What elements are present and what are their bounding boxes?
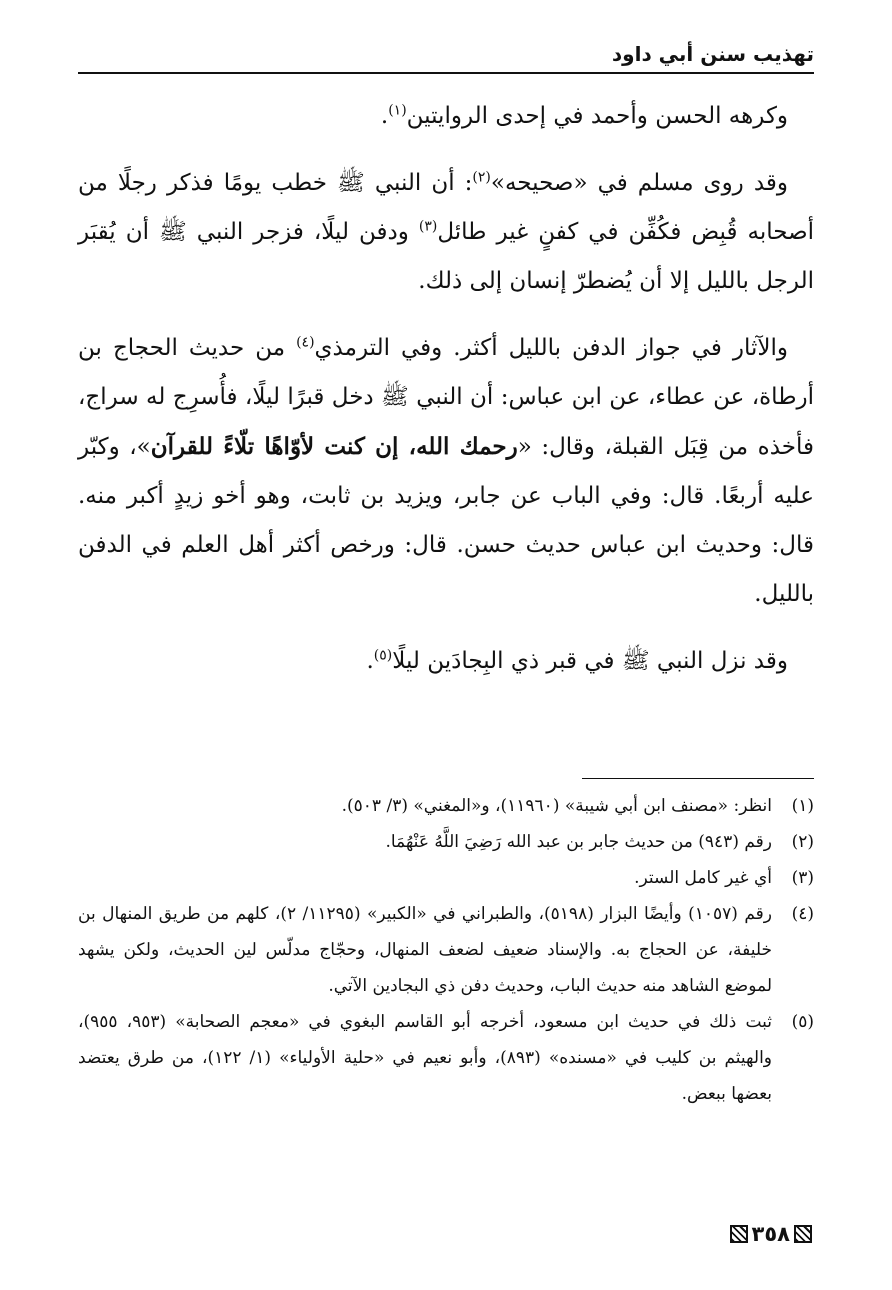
text-run: وقد روى مسلم في «صحيحه» [490, 170, 788, 196]
paragraph [78, 92, 814, 141]
footnote-number: (١) [791, 796, 814, 816]
book-page [78, 40, 814, 1270]
text-run: من حديث الحجاج بن أرطاة، عن عطاء، عن ابن عباس: أن النبي ﷺ دخل قبرًا ليلًا، فأُسرِج له سراج، فأخذه من قِبَل القبلة، وقال: « [78, 335, 814, 460]
footnote-text: رقم (١٠٥٧) وأيضًا البزار (٥١٩٨)، والطبراني في «الكبير» (١١٢٩٥/ ٢)، كلهم من طريق المنهال بن خليفة، عن الحجاج به. والإسناد ضعيف لضعف المنهال، وحجّاج مدلّس لين الحديث، ولكن يشهد لموضع الشاهد منه حديث الباب، وحديث دفن ذي البجادين الآتي. [78, 904, 772, 996]
book-title: تهذيب سنن أبي داود [611, 42, 814, 66]
text-run: وقد نزل النبي ﷺ في قبر ذي البِجادَين ليلًا [392, 648, 788, 674]
page-number: ٣٥٨ [751, 1222, 790, 1246]
footnote [78, 788, 814, 824]
text-run: ودفن ليلًا، فزجر النبي ﷺ أن يُقبَر الرجل بالليل إلا أن يُضطرّ إنسان إلى ذلك. [78, 219, 814, 294]
footnote [78, 896, 814, 1004]
text-run: وكرهه الحسن وأحمد في إحدى الروايتين [406, 103, 788, 129]
footnote [78, 1004, 814, 1112]
footnote-number: (٣) [791, 868, 814, 888]
footnote-ref: (٣) [418, 218, 438, 235]
footnote-text: أي غير كامل الستر. [634, 868, 772, 888]
text-run: . [366, 648, 374, 674]
text-run: والآثار في جواز الدفن بالليل أكثر. وفي الترمذي [314, 335, 788, 361]
text-run: : أن النبي ﷺ خطب يومًا فذكر رجلًا من أصحابه قُبِض فكُفِّن في كفنٍ غير طائل [78, 170, 815, 245]
footnote-text: رقم (٩٤٣) من حديث جابر بن عبد الله رَضِيَ اللَّهُ عَنْهُمَا. [385, 832, 772, 852]
main-text [78, 92, 814, 704]
paragraph [78, 324, 814, 619]
footnote-ref: (٤) [296, 334, 315, 351]
footnote [78, 824, 814, 860]
text-run: »، وكبّر عليه أربعًا. قال: وفي الباب عن جابر، ويزيد بن ثابت، وهو أخو زيدٍ أكبر منه. قال: وحديث ابن عباس حديث حسن. قال: ورخص أكثر أهل العلم في الدفن بالليل. [78, 434, 814, 607]
footnote-ref: (٥) [373, 647, 393, 664]
quoted-text: رحمك الله، إن كنت لأوّاهًا تلّاءً للقرآن [150, 433, 518, 460]
footnote-number: (٥) [791, 1012, 814, 1032]
text-run: . [380, 103, 389, 129]
ornament-icon [794, 1225, 812, 1243]
footnote-text: انظر: «مصنف ابن أبي شيبة» (١١٩٦٠)، و«المغني» (٣/ ٥٠٣). [341, 796, 772, 816]
paragraph [78, 159, 814, 306]
page-folio [730, 1220, 812, 1248]
ornament-icon [730, 1225, 748, 1243]
footnote [78, 860, 814, 896]
footnotes [78, 788, 814, 1112]
footnote-text: ثبت ذلك في حديث ابن مسعود، أخرجه أبو القاسم البغوي في «معجم الصحابة» (٩٥٣، ٩٥٥)، والهيثم بن كليب في «مسنده» (٨٩٣)، وأبو نعيم في «حلية الأولياء» (١/ ١٢٢)، من طرق يعتضد بعضها ببعض. [78, 1012, 773, 1104]
paragraph [78, 637, 814, 686]
footnote-number: (٤) [791, 904, 814, 924]
footnote-ref: (١) [388, 102, 407, 119]
footnote-separator [582, 778, 814, 779]
running-header [78, 40, 814, 74]
footnote-ref: (٢) [472, 169, 491, 186]
footnote-number: (٢) [791, 832, 814, 852]
